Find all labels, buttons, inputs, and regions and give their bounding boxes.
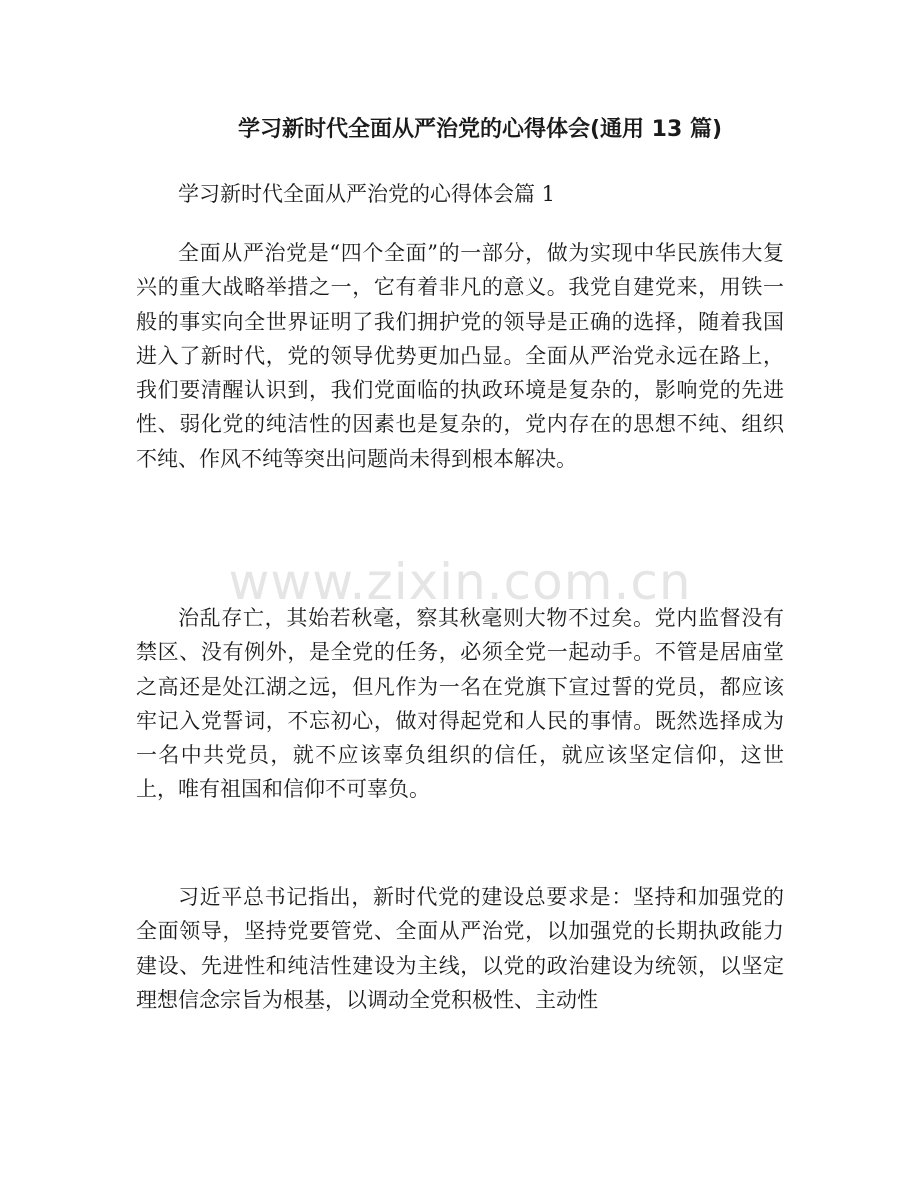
paragraph-2: 治乱存亡，其始若秋毫，察其秋毫则大物不过矣。党内监督没有禁区、没有例外，是全党的任务，必须全党一起动手。不管是居庙堂之高还是处江湖之远，但凡作为一名在党旗下宣过誓的党员，都应该牢记入党誓词，不忘初心，做对得起党和人民的事情。既然选择成为一名中共党员，就不应该辜负组织的信任，就应该坚定信仰，这世上，唯有祖国和信仰不可辜负。 [136, 606, 784, 802]
section-heading: 学习新时代全面从严治党的心得体会篇 1 [178, 182, 556, 206]
watermark: www.zixin.com.cn [228, 553, 692, 611]
document-title: 学习新时代全面从严治党的心得体会(通用 13 篇) [237, 117, 723, 142]
paragraph-3: 习近平总书记指出，新时代党的建设总要求是：坚持和加强党的全面领导，坚持党要管党、全面从严治党，以加强党的长期执政能力建设、先进性和纯洁性建设为主线，以党的政治建设为统领，以坚定理想信念宗旨为根基，以调动全党积极性、主动性 [136, 885, 784, 1012]
paragraph-1: 全面从严治党是“四个全面”的一部分，做为实现中华民族伟大复兴的重大战略举措之一，它有着非凡的意义。我党自建党来，用铁一般的事实向全世界证明了我们拥护党的领导是正确的选择，随着我国进入了新时代，党的领导优势更加凸显。全面从严治党永远在路上，我们要清醒认识到，我们党面临的执政环境是复杂的，影响党的先进性、弱化党的纯洁性的因素也是复杂的，党内存在的思想不纯、组织不纯、作风不纯等突出问题尚未得到根本解决。 [136, 241, 784, 471]
